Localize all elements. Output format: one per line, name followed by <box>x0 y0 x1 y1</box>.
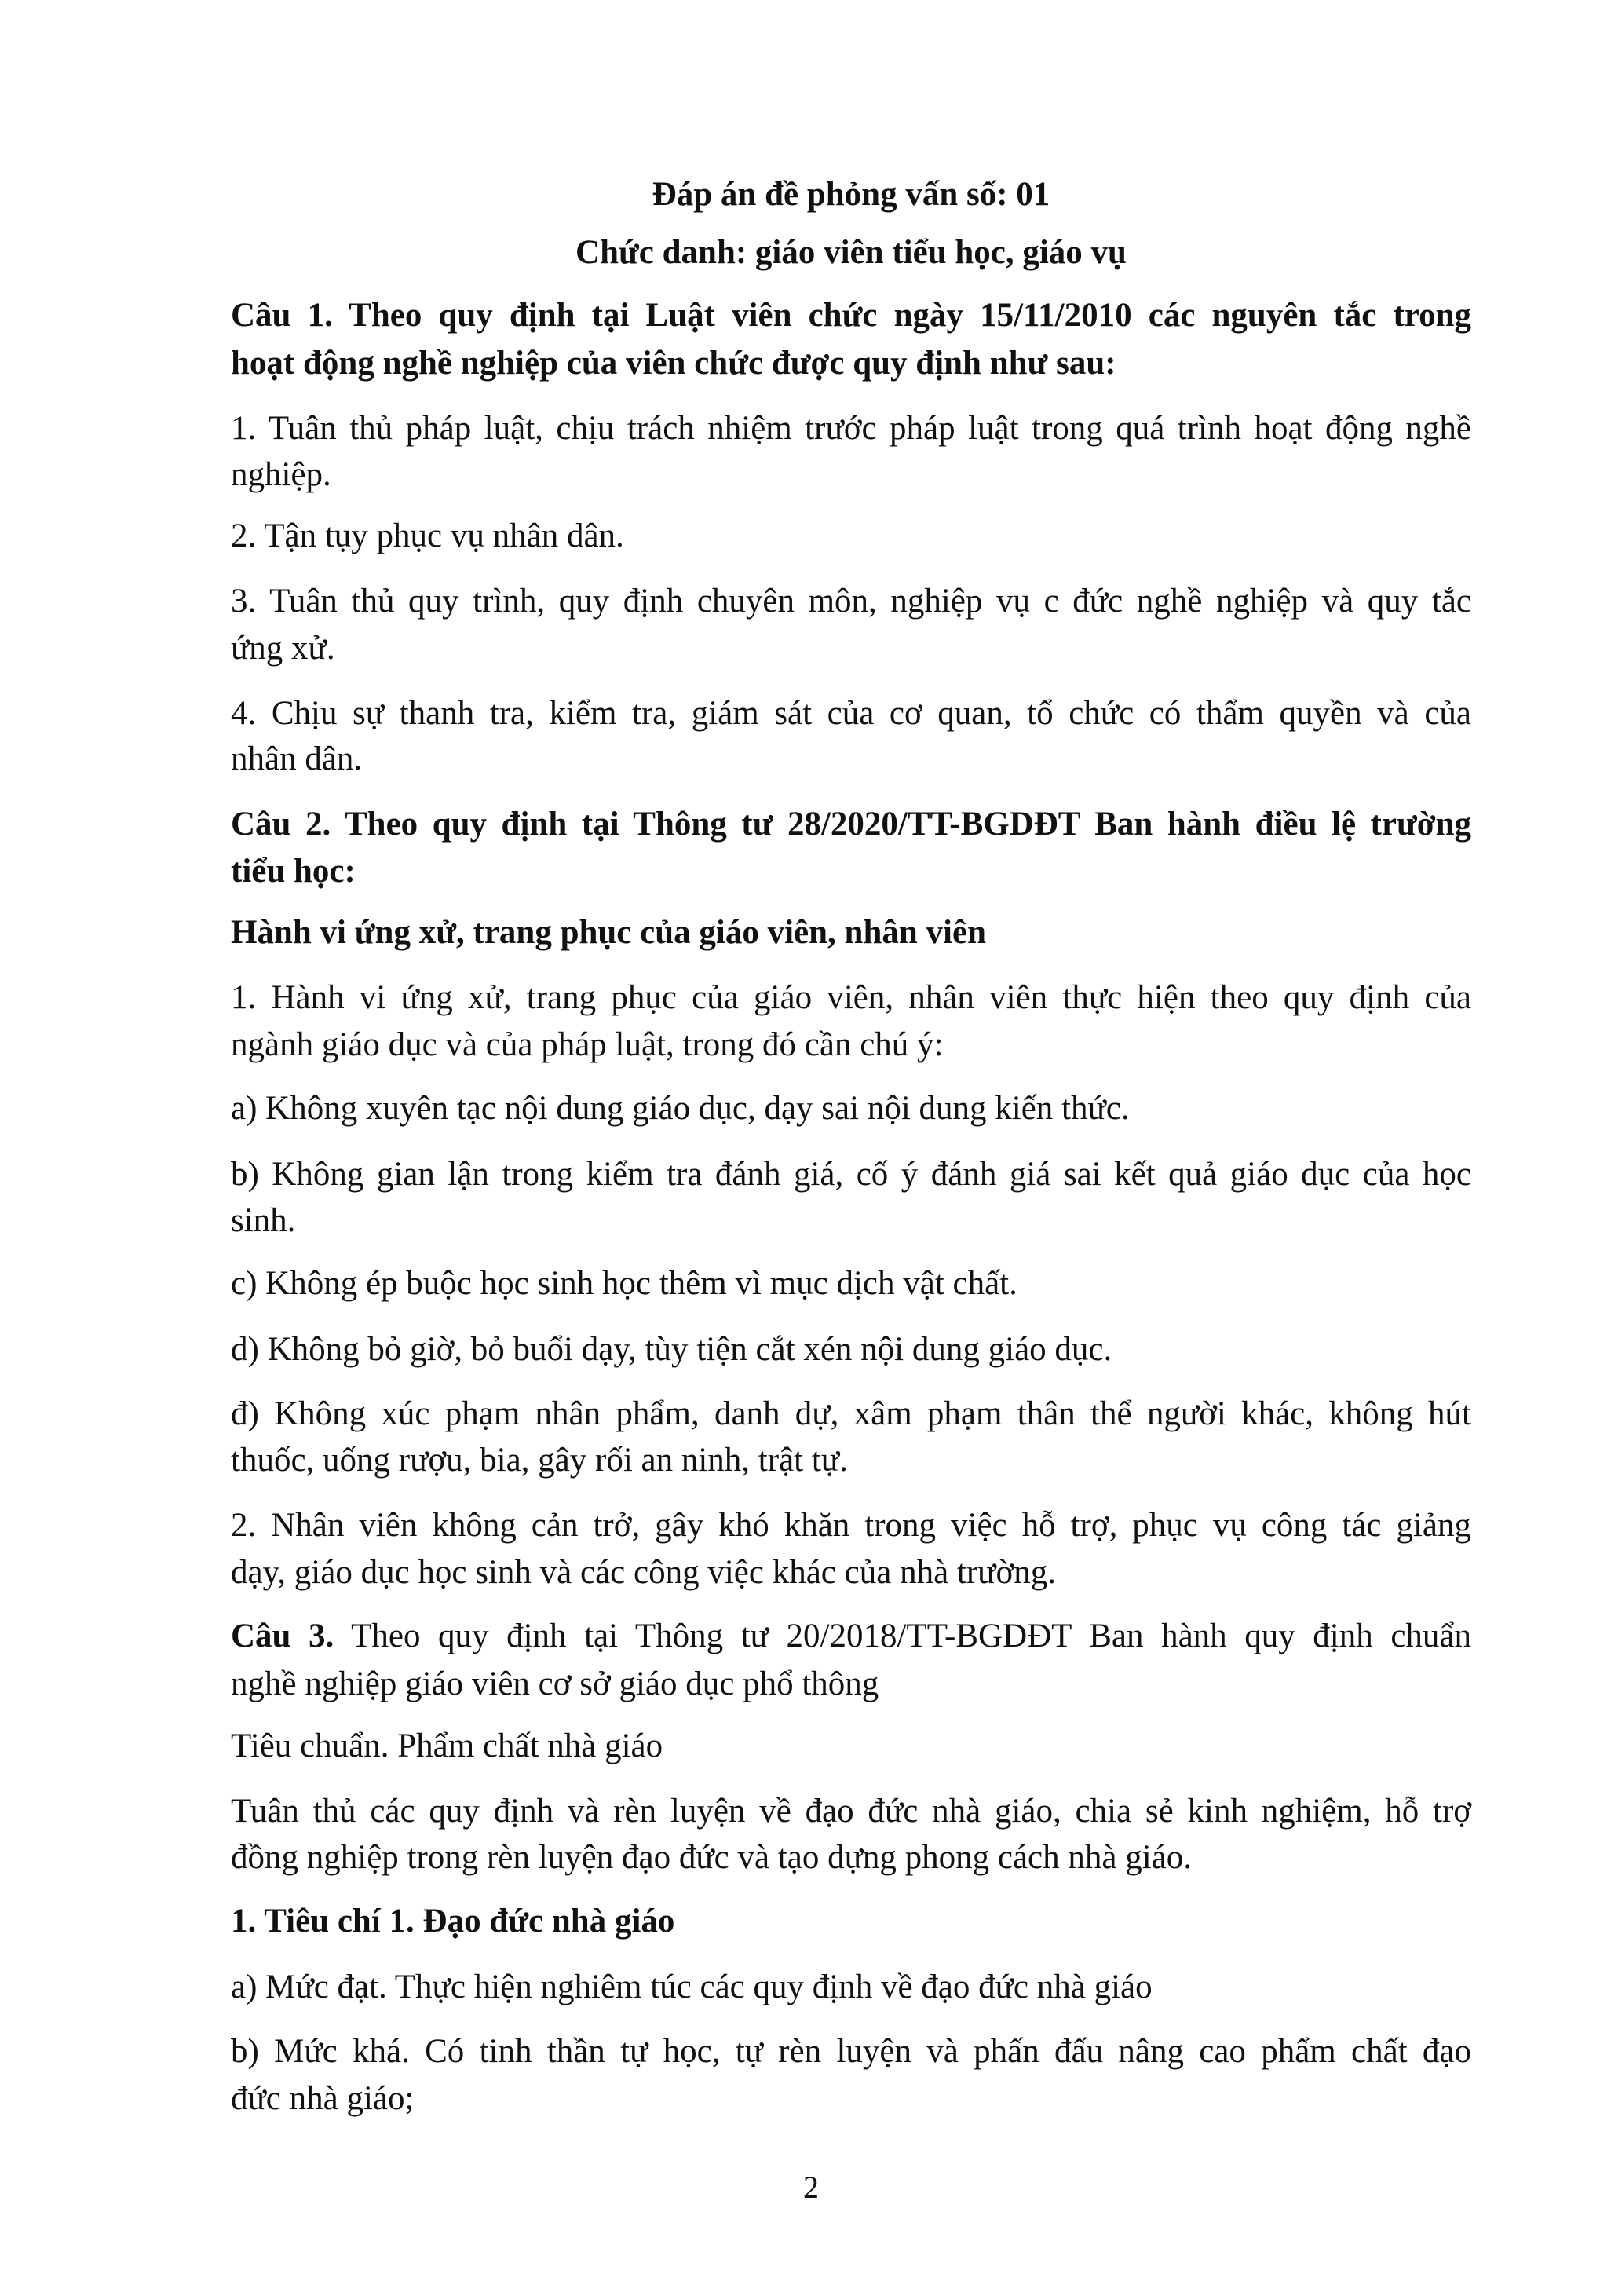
question-3-heading <box>231 1614 1471 1659</box>
q2-item-dd: đ) Không xúc phạm nhân phẩm, danh dự, xâm phạm thân thể người khác, không hút <box>231 1395 1471 1432</box>
q3-criterion-b-cont: đức nhà giáo; <box>231 2080 415 2117</box>
question-2-heading-cont: tiểu học: <box>231 853 356 890</box>
q1-item-4: 4. Chịu sự thanh tra, kiểm tra, giám sát của cơ quan, tổ chức có thẩm quyền và của <box>231 695 1471 732</box>
question-3-heading-cont: nghề nghiệp giáo viên cơ sở giáo dục phổ thông <box>231 1665 879 1702</box>
q3-criterion: 1. Tiêu chí 1. Đạo đức nhà giáo <box>231 1903 675 1940</box>
position-title: Chức danh: giáo viên tiểu học, giáo vụ <box>575 234 1127 271</box>
q2-item-a: a) Không xuyên tạc nội dung giáo dục, dạy sai nội dung kiến thức. <box>231 1090 1130 1127</box>
q2-item-b: b) Không gian lận trong kiểm tra đánh giá, cố ý đánh giá sai kết quả giáo dục của học <box>231 1156 1471 1193</box>
q3-criterion-b: b) Mức khá. Có tinh thần tự học, tự rèn luyện và phấn đấu nâng cao phẩm chất đạo <box>231 2033 1471 2070</box>
document-title: Đáp án đề phỏng vấn số: 01 <box>652 176 1050 213</box>
question-3-heading-text: Theo quy định tại Thông tư 20/2018/TT-BGDĐT Ban hành quy định chuẩn <box>334 1618 1472 1654</box>
q3-standard: Tiêu chuẩn. Phẩm chất nhà giáo <box>231 1727 663 1764</box>
q3-standard-desc-cont: đồng nghiệp trong rèn luyện đạo đức và tạo dựng phong cách nhà giáo. <box>231 1839 1193 1876</box>
q3-standard-desc: Tuân thủ các quy định và rèn luyện về đạo đức nhà giáo, chia sẻ kinh nghiệm, hỗ trợ <box>231 1793 1471 1830</box>
q2-subheading: Hành vi ứng xử, trang phục của giáo viên, nhân viên <box>231 914 986 951</box>
q2-item-dd-cont: thuốc, uống rượu, bia, gây rối an ninh, trật tự. <box>231 1442 848 1479</box>
question-3-label: Câu 3. <box>231 1618 334 1654</box>
q2-item-c: c) Không ép buộc học sinh học thêm vì mục dịch vật chất. <box>231 1265 1017 1302</box>
page-number: 2 <box>803 2170 819 2205</box>
question-1-heading: Câu 1. Theo quy định tại Luật viên chức ngày 15/11/2010 các nguyên tắc trong <box>231 297 1471 334</box>
question-1-heading-cont: hoạt động nghề nghiệp của viên chức được quy định như sau: <box>231 345 1116 382</box>
q1-item-2: 2. Tận tụy phục vụ nhân dân. <box>231 517 624 554</box>
q2-item-2-cont: dạy, giáo dục học sinh và các công việc khác của nhà trường. <box>231 1554 1056 1591</box>
q2-item-d: d) Không bỏ giờ, bỏ buổi dạy, tùy tiện cắt xén nội dung giáo dục. <box>231 1331 1112 1368</box>
q1-item-1: 1. Tuân thủ pháp luật, chịu trách nhiệm trước pháp luật trong quá trình hoạt động nghề <box>231 410 1471 447</box>
question-2-heading: Câu 2. Theo quy định tại Thông tư 28/2020/TT-BGDĐT Ban hành điều lệ trường <box>231 806 1471 843</box>
q1-item-3: 3. Tuân thủ quy trình, quy định chuyên môn, nghiệp vụ c đức nghề nghiệp và quy tắc <box>231 583 1471 620</box>
q2-item-b-cont: sinh. <box>231 1202 296 1239</box>
q1-item-3-cont: ứng xử. <box>231 630 335 667</box>
q1-item-1-cont: nghiệp. <box>231 456 331 493</box>
q2-item-1-cont: ngành giáo dục và của pháp luật, trong đó cần chú ý: <box>231 1026 944 1063</box>
q2-item-2: 2. Nhân viên không cản trở, gây khó khăn trong việc hỗ trợ, phục vụ công tác giảng <box>231 1507 1471 1544</box>
q1-item-4-cont: nhân dân. <box>231 740 363 777</box>
q2-item-1: 1. Hành vi ứng xử, trang phục của giáo viên, nhân viên thực hiện theo quy định của <box>231 979 1471 1016</box>
q3-criterion-a: a) Mức đạt. Thực hiện nghiêm túc các quy định về đạo đức nhà giáo <box>231 1969 1153 2005</box>
